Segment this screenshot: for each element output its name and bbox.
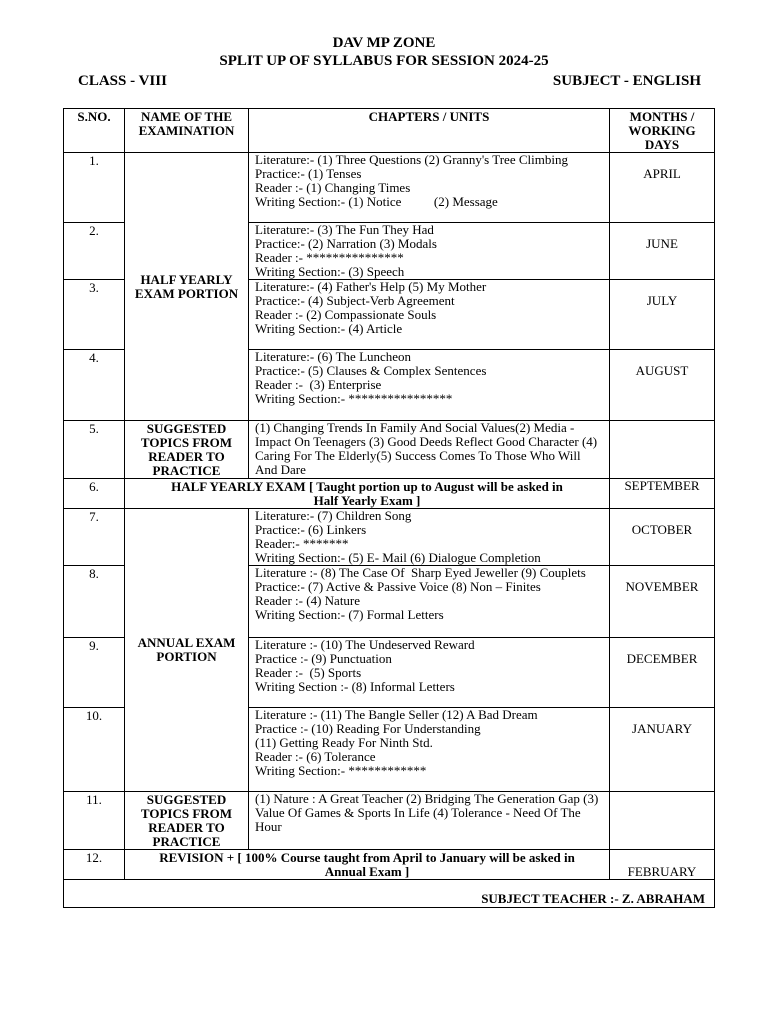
chapters-cell bbox=[249, 708, 610, 792]
table-row bbox=[64, 421, 715, 479]
month-cell: AUGUST bbox=[610, 350, 715, 421]
chapter-line: Literature :- (10) The Undeserved Reward bbox=[255, 637, 475, 652]
chapter-line: Reader :- (2) Compassionate Souls bbox=[255, 307, 437, 322]
chapter-line: Literature:- (4) Father's Help (5) My Mother bbox=[255, 279, 487, 294]
chapter-line: Reader :- (5) Sports bbox=[255, 665, 362, 680]
table-row bbox=[64, 479, 715, 509]
chapter-line: Literature:- (6) The Luncheon bbox=[255, 349, 412, 364]
topics-cell: (1) Nature : A Great Teacher (2) Bridging The Generation Gap (3) Value Of Games & Sports In Life (4) Tolerance - Need Of The Hour bbox=[249, 792, 610, 850]
chapters-cell bbox=[249, 280, 610, 350]
row-sno: 8. bbox=[64, 566, 125, 638]
chapter-line: Writing Section:- ************ bbox=[255, 763, 427, 778]
header-months: MONTHS / WORKING DAYS bbox=[610, 109, 715, 153]
chapters-cell bbox=[249, 153, 610, 223]
month-cell: APRIL bbox=[610, 153, 715, 223]
chapter-line: Reader :- (4) Nature bbox=[255, 593, 361, 608]
month-cell-empty bbox=[610, 421, 715, 479]
row-sno: 12. bbox=[64, 850, 125, 880]
row-sno: 10. bbox=[64, 708, 125, 792]
chapters-cell bbox=[249, 223, 610, 280]
table-row bbox=[64, 850, 715, 880]
document-title: SPLIT UP OF SYLLABUS FOR SESSION 2024-25 bbox=[219, 53, 549, 69]
row-sno: 5. bbox=[64, 421, 125, 479]
chapter-line: Literature:- (1) Three Questions (2) Granny's Tree Climbing bbox=[255, 152, 568, 167]
chapter-line: Literature :- (8) The Case Of Sharp Eyed Jeweller (9) Couplets bbox=[255, 565, 586, 580]
chapter-line: Writing Section:- **************** bbox=[255, 391, 453, 406]
half-yearly-portion-label: HALF YEARLY EXAM PORTION bbox=[125, 153, 249, 421]
month-cell: DECEMBER bbox=[610, 638, 715, 708]
chapters-cell bbox=[249, 566, 610, 638]
chapters-cell bbox=[249, 638, 610, 708]
class-label: CLASS - VIII bbox=[78, 73, 167, 89]
revision-note: REVISION + [ 100% Course taught from April to January will be asked in Annual Exam ] bbox=[125, 850, 610, 880]
table-row bbox=[64, 509, 715, 566]
header-sno: S.NO. bbox=[64, 109, 125, 153]
month-cell: JANUARY bbox=[610, 708, 715, 792]
annual-portion-label: ANNUAL EXAM PORTION bbox=[125, 509, 249, 792]
header-exam: NAME OF THE EXAMINATION bbox=[125, 109, 249, 153]
row-sno: 4. bbox=[64, 350, 125, 421]
zone-title: DAV MP ZONE bbox=[332, 35, 436, 51]
chapter-line: Practice:- (6) Linkers bbox=[255, 522, 367, 537]
row-sno: 9. bbox=[64, 638, 125, 708]
chapter-line: Literature:- (7) Children Song bbox=[255, 508, 412, 523]
chapters-cell bbox=[249, 509, 610, 566]
month-cell-empty bbox=[610, 792, 715, 850]
chapter-line: Practice:- (2) Narration (3) Modals bbox=[255, 236, 437, 251]
chapter-line: Writing Section:- (4) Article bbox=[255, 321, 403, 336]
chapter-line: Practice :- (9) Punctuation bbox=[255, 651, 392, 666]
teacher-row bbox=[64, 880, 715, 908]
chapter-line: Reader:- ******* bbox=[255, 536, 349, 551]
chapter-line: Practice:- (7) Active & Passive Voice (8) Non – Finites bbox=[255, 579, 541, 594]
chapter-line: Reader :- (3) Enterprise bbox=[255, 377, 382, 392]
chapter-line: Literature:- (3) The Fun They Had bbox=[255, 222, 434, 237]
chapter-line: Literature :- (11) The Bangle Seller (12) A Bad Dream bbox=[255, 707, 538, 722]
chapter-line: Writing Section :- (8) Informal Letters bbox=[255, 679, 455, 694]
chapter-line: Reader :- (6) Tolerance bbox=[255, 749, 376, 764]
month-cell: JULY bbox=[610, 280, 715, 350]
row-sno: 2. bbox=[64, 223, 125, 280]
month-cell: NOVEMBER bbox=[610, 566, 715, 638]
month-cell: JUNE bbox=[610, 223, 715, 280]
chapter-line: (11) Getting Ready For Ninth Std. bbox=[255, 735, 433, 750]
row-sno: 1. bbox=[64, 153, 125, 223]
subject-teacher: SUBJECT TEACHER :- Z. ABRAHAM bbox=[64, 880, 715, 908]
header-chapters: CHAPTERS / UNITS bbox=[249, 109, 610, 153]
row-sno: 3. bbox=[64, 280, 125, 350]
syllabus-table bbox=[63, 108, 715, 908]
chapter-line: Reader :- *************** bbox=[255, 250, 404, 265]
table-row bbox=[64, 153, 715, 223]
month-cell: OCTOBER bbox=[610, 509, 715, 566]
row-sno: 11. bbox=[64, 792, 125, 850]
suggested-topics-label: SUGGESTED TOPICS FROM READER TO PRACTICE bbox=[125, 792, 249, 850]
chapter-line: Writing Section:- (5) E- Mail (6) Dialogue Completion bbox=[255, 550, 541, 565]
suggested-topics-label: SUGGESTED TOPICS FROM READER TO PRACTICE bbox=[125, 421, 249, 479]
chapter-line: Writing Section:- (1) Notice (2) Message bbox=[255, 194, 498, 209]
table-row bbox=[64, 792, 715, 850]
topics-cell: (1) Changing Trends In Family And Social Values(2) Media - Impact On Teenagers (3) Good Deeds Reflect Good Character (4) Caring For The Elderly(5) Success Comes To Those Who Will And Dare bbox=[249, 421, 610, 479]
half-yearly-exam-note: HALF YEARLY EXAM [ Taught portion up to August will be asked in Half Yearly Exam ] bbox=[125, 479, 610, 509]
month-cell: SEPTEMBER bbox=[610, 479, 715, 509]
row-sno: 6. bbox=[64, 479, 125, 509]
month-cell: FEBRUARY bbox=[610, 850, 715, 880]
chapter-line: Practice:- (5) Clauses & Complex Sentences bbox=[255, 363, 487, 378]
subject-label: SUBJECT - ENGLISH bbox=[552, 73, 701, 89]
chapter-line: Reader :- (1) Changing Times bbox=[255, 180, 411, 195]
chapters-cell bbox=[249, 350, 610, 421]
chapter-line: Practice:- (1) Tenses bbox=[255, 166, 362, 181]
chapter-line: Writing Section:- (7) Formal Letters bbox=[255, 607, 444, 622]
chapter-line: Writing Section:- (3) Speech bbox=[255, 264, 405, 279]
row-sno: 7. bbox=[64, 509, 125, 566]
chapter-line: Practice :- (10) Reading For Understanding bbox=[255, 721, 481, 736]
chapter-line: Practice:- (4) Subject-Verb Agreement bbox=[255, 293, 455, 308]
